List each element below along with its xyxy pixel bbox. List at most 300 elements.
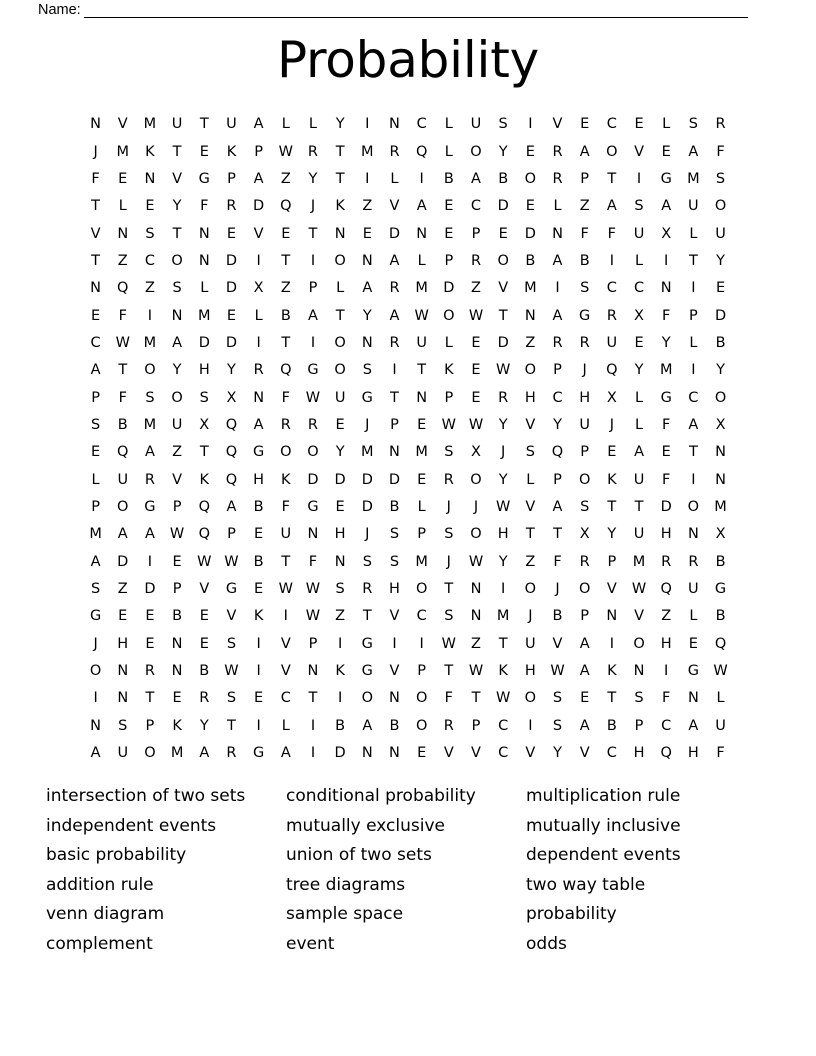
grid-cell[interactable]: P <box>471 717 481 734</box>
grid-cell[interactable]: E <box>661 444 671 461</box>
grid-cell[interactable]: A <box>552 307 563 324</box>
grid-cell[interactable]: J <box>446 553 451 570</box>
grid-cell[interactable]: S <box>498 116 508 133</box>
grid-cell[interactable]: T <box>553 526 562 543</box>
grid-cell[interactable]: R <box>606 307 617 324</box>
grid-cell[interactable]: E <box>580 116 590 133</box>
grid-cell[interactable]: A <box>144 526 155 543</box>
grid-cell[interactable]: V <box>172 471 183 488</box>
grid-cell[interactable]: P <box>471 225 481 242</box>
grid-cell[interactable]: U <box>171 116 183 133</box>
grid-cell[interactable]: M <box>361 444 374 461</box>
grid-cell[interactable]: I <box>664 663 669 680</box>
grid-cell[interactable]: V <box>389 198 400 215</box>
grid-cell[interactable]: O <box>89 663 102 680</box>
grid-cell[interactable]: A <box>172 334 183 351</box>
grid-cell[interactable]: I <box>365 116 370 133</box>
grid-cell[interactable]: S <box>145 389 155 406</box>
grid-cell[interactable]: T <box>688 444 698 461</box>
grid-cell[interactable]: J <box>609 416 614 433</box>
grid-cell[interactable]: W <box>495 690 511 707</box>
grid-cell[interactable]: V <box>552 116 563 133</box>
grid-cell[interactable]: O <box>334 334 346 351</box>
grid-cell[interactable]: V <box>634 608 644 625</box>
grid-cell[interactable]: U <box>633 471 645 488</box>
grid-cell[interactable]: E <box>91 307 101 324</box>
grid-cell[interactable]: S <box>335 581 345 598</box>
grid-cell[interactable]: F <box>281 389 290 406</box>
grid-cell[interactable]: E <box>335 498 345 515</box>
grid-cell[interactable]: Y <box>335 116 345 133</box>
grid-cell[interactable]: P <box>227 170 236 187</box>
grid-cell[interactable]: R <box>579 553 590 570</box>
grid-cell[interactable]: P <box>172 498 182 515</box>
grid-cell[interactable]: V <box>498 280 509 297</box>
word-list-item[interactable]: intersection of two sets <box>46 786 246 806</box>
grid-cell[interactable]: U <box>416 334 427 351</box>
grid-cell[interactable]: D <box>714 307 727 324</box>
grid-cell[interactable]: N <box>90 280 102 297</box>
grid-cell[interactable]: C <box>552 389 563 406</box>
grid-cell[interactable]: J <box>365 416 370 433</box>
grid-cell[interactable]: O <box>443 307 455 324</box>
grid-cell[interactable]: T <box>688 252 698 269</box>
grid-cell[interactable]: U <box>633 526 645 543</box>
grid-cell[interactable]: T <box>281 334 291 351</box>
grid-cell[interactable]: N <box>361 745 373 762</box>
grid-cell[interactable]: O <box>524 690 537 707</box>
grid-cell[interactable]: E <box>254 526 264 543</box>
grid-cell[interactable]: H <box>253 471 265 488</box>
grid-cell[interactable]: S <box>226 690 237 707</box>
grid-cell[interactable]: B <box>117 416 128 433</box>
grid-cell[interactable]: R <box>552 143 563 160</box>
grid-cell[interactable]: L <box>390 170 399 187</box>
grid-cell[interactable]: D <box>198 334 210 351</box>
grid-cell[interactable]: B <box>389 498 400 515</box>
grid-cell[interactable]: L <box>662 116 671 133</box>
grid-cell[interactable]: Y <box>227 362 236 379</box>
grid-cell[interactable]: I <box>609 252 614 269</box>
grid-cell[interactable]: T <box>390 389 399 406</box>
word-list-item[interactable]: venn diagram <box>46 904 165 925</box>
grid-cell[interactable]: C <box>606 116 617 133</box>
grid-cell[interactable]: S <box>634 198 644 215</box>
grid-cell[interactable]: B <box>525 252 536 269</box>
grid-cell[interactable]: N <box>524 307 536 324</box>
grid-cell[interactable]: H <box>117 635 129 652</box>
grid-cell[interactable]: X <box>226 389 237 406</box>
grid-cell[interactable]: P <box>172 581 182 598</box>
grid-cell[interactable]: G <box>660 389 672 406</box>
grid-cell[interactable]: T <box>145 690 155 707</box>
grid-cell[interactable]: F <box>662 471 671 488</box>
grid-cell[interactable]: B <box>579 252 590 269</box>
grid-cell[interactable]: N <box>307 663 319 680</box>
grid-cell[interactable]: I <box>691 362 696 379</box>
grid-cell[interactable]: E <box>118 608 128 625</box>
grid-cell[interactable]: O <box>470 471 482 488</box>
grid-cell[interactable]: A <box>579 143 590 160</box>
grid-cell[interactable]: O <box>633 635 645 652</box>
grid-cell[interactable]: M <box>143 334 157 351</box>
grid-cell[interactable]: Q <box>606 362 618 379</box>
grid-cell[interactable]: Y <box>335 444 345 461</box>
grid-cell[interactable]: O <box>606 143 618 160</box>
grid-cell[interactable]: D <box>497 334 509 351</box>
grid-cell[interactable]: N <box>606 608 618 625</box>
grid-cell[interactable]: L <box>553 198 562 215</box>
grid-cell[interactable]: Z <box>280 170 291 187</box>
grid-cell[interactable]: U <box>688 581 699 598</box>
grid-cell[interactable]: Y <box>308 170 318 187</box>
grid-cell[interactable]: N <box>90 116 102 133</box>
grid-cell[interactable]: O <box>144 362 156 379</box>
grid-cell[interactable]: Y <box>607 526 617 543</box>
word-list-item[interactable]: dependent events <box>526 845 681 866</box>
grid-cell[interactable]: I <box>93 690 98 707</box>
grid-cell[interactable]: W <box>631 581 647 598</box>
grid-cell[interactable]: I <box>310 717 316 734</box>
grid-cell[interactable]: N <box>198 225 210 242</box>
grid-cell[interactable]: A <box>362 717 373 734</box>
grid-cell[interactable]: T <box>607 690 617 707</box>
grid-cell[interactable]: Z <box>471 280 481 297</box>
word-list-item[interactable]: mutually inclusive <box>526 815 681 836</box>
grid-cell[interactable]: R <box>226 745 237 762</box>
grid-cell[interactable]: K <box>444 362 454 379</box>
grid-cell[interactable]: N <box>361 334 373 351</box>
grid-cell[interactable]: N <box>470 608 482 625</box>
grid-cell[interactable]: O <box>415 717 428 734</box>
grid-cell[interactable]: M <box>143 416 157 433</box>
grid-cell[interactable]: V <box>525 745 536 762</box>
grid-cell[interactable]: F <box>716 745 725 762</box>
grid-cell[interactable]: L <box>634 416 644 433</box>
grid-cell[interactable]: N <box>389 444 400 461</box>
grid-cell[interactable]: L <box>444 143 453 160</box>
grid-cell[interactable]: N <box>389 116 400 133</box>
grid-cell[interactable]: W <box>550 663 565 680</box>
grid-cell[interactable]: R <box>362 581 373 598</box>
grid-cell[interactable]: N <box>552 225 563 242</box>
grid-cell[interactable]: F <box>118 307 127 324</box>
grid-cell[interactable]: R <box>552 334 563 351</box>
grid-cell[interactable]: R <box>715 116 726 133</box>
grid-cell[interactable]: P <box>688 307 698 324</box>
grid-cell[interactable]: E <box>199 608 209 625</box>
grid-cell[interactable]: E <box>471 362 481 379</box>
grid-cell[interactable]: T <box>335 170 345 187</box>
grid-cell[interactable]: S <box>118 717 128 734</box>
grid-cell[interactable]: I <box>691 280 696 297</box>
grid-cell[interactable]: P <box>634 717 644 734</box>
grid-cell[interactable]: L <box>689 334 698 351</box>
grid-cell[interactable]: F <box>716 143 725 160</box>
grid-cell[interactable]: M <box>170 745 184 762</box>
grid-cell[interactable]: O <box>524 362 537 379</box>
grid-cell[interactable]: A <box>661 198 672 215</box>
grid-cell[interactable]: M <box>198 307 211 324</box>
grid-cell[interactable]: B <box>335 717 346 734</box>
grid-cell[interactable]: I <box>392 362 397 379</box>
grid-cell[interactable]: V <box>172 170 183 187</box>
grid-cell[interactable]: P <box>308 280 318 297</box>
grid-cell[interactable]: W <box>278 581 293 598</box>
grid-cell[interactable]: Z <box>362 198 373 215</box>
grid-cell[interactable]: R <box>144 471 155 488</box>
grid-cell[interactable]: M <box>116 143 130 160</box>
grid-cell[interactable]: W <box>441 635 456 652</box>
grid-cell[interactable]: W <box>414 307 429 324</box>
grid-cell[interactable]: A <box>253 116 264 133</box>
grid-cell[interactable]: Q <box>198 526 210 543</box>
grid-cell[interactable]: R <box>307 143 318 160</box>
grid-cell[interactable]: U <box>470 116 482 133</box>
grid-cell[interactable]: F <box>91 170 100 187</box>
grid-cell[interactable]: Z <box>661 608 672 625</box>
grid-cell[interactable]: T <box>607 170 617 187</box>
grid-cell[interactable]: R <box>280 416 291 433</box>
grid-cell[interactable]: H <box>497 526 509 543</box>
grid-cell[interactable]: P <box>553 362 562 379</box>
grid-cell[interactable]: F <box>662 307 671 324</box>
grid-cell[interactable]: I <box>283 608 288 625</box>
grid-cell[interactable]: B <box>172 608 183 625</box>
grid-cell[interactable]: T <box>335 307 345 324</box>
grid-cell[interactable]: W <box>305 581 321 598</box>
grid-cell[interactable]: P <box>145 717 155 734</box>
grid-cell[interactable]: K <box>199 471 210 488</box>
grid-cell[interactable]: X <box>715 526 726 543</box>
grid-cell[interactable]: W <box>278 143 293 160</box>
grid-cell[interactable]: N <box>715 444 726 461</box>
grid-cell[interactable]: E <box>525 143 535 160</box>
grid-cell[interactable]: D <box>660 498 672 515</box>
grid-cell[interactable]: O <box>415 690 428 707</box>
grid-cell[interactable]: O <box>144 745 156 762</box>
grid-cell[interactable]: T <box>199 444 209 461</box>
grid-cell[interactable]: N <box>307 526 319 543</box>
grid-cell[interactable]: M <box>524 280 537 297</box>
word-list-item[interactable]: two way table <box>526 874 646 895</box>
grid-cell[interactable]: K <box>172 717 182 734</box>
grid-cell[interactable]: P <box>553 471 562 488</box>
grid-cell[interactable]: I <box>256 334 261 351</box>
grid-cell[interactable]: W <box>468 416 484 433</box>
grid-cell[interactable]: Y <box>498 416 508 433</box>
grid-cell[interactable]: Q <box>117 444 129 461</box>
grid-cell[interactable]: N <box>687 690 699 707</box>
grid-cell[interactable]: O <box>524 581 537 598</box>
grid-cell[interactable]: B <box>199 663 210 680</box>
grid-cell[interactable]: X <box>715 416 726 433</box>
grid-cell[interactable]: S <box>389 553 400 570</box>
grid-cell[interactable]: L <box>281 717 290 734</box>
grid-cell[interactable]: E <box>444 225 454 242</box>
word-search-grid[interactable] <box>82 111 734 767</box>
grid-cell[interactable]: L <box>526 471 535 488</box>
grid-cell[interactable]: H <box>687 745 699 762</box>
grid-cell[interactable]: E <box>145 635 155 652</box>
grid-cell[interactable]: E <box>417 745 427 762</box>
grid-cell[interactable]: B <box>389 717 400 734</box>
grid-cell[interactable]: T <box>118 362 128 379</box>
grid-cell[interactable]: E <box>362 225 372 242</box>
grid-cell[interactable]: N <box>715 471 726 488</box>
grid-cell[interactable]: Z <box>144 280 155 297</box>
grid-cell[interactable]: B <box>715 553 726 570</box>
grid-cell[interactable]: S <box>362 362 372 379</box>
grid-cell[interactable]: C <box>498 745 509 762</box>
grid-cell[interactable]: A <box>253 416 264 433</box>
grid-cell[interactable]: P <box>417 663 427 680</box>
grid-cell[interactable]: G <box>660 170 672 187</box>
grid-cell[interactable]: E <box>91 444 101 461</box>
grid-cell[interactable]: P <box>254 143 263 160</box>
grid-cell[interactable]: X <box>606 389 617 406</box>
grid-cell[interactable]: X <box>253 280 264 297</box>
grid-cell[interactable]: J <box>528 608 533 625</box>
grid-cell[interactable]: F <box>580 225 589 242</box>
grid-cell[interactable]: T <box>281 553 291 570</box>
grid-cell[interactable]: W <box>468 553 484 570</box>
grid-cell[interactable]: H <box>334 526 346 543</box>
grid-cell[interactable]: H <box>660 526 672 543</box>
grid-cell[interactable]: N <box>117 225 129 242</box>
grid-cell[interactable]: L <box>444 334 453 351</box>
grid-cell[interactable]: J <box>93 143 98 160</box>
grid-cell[interactable]: S <box>525 444 535 461</box>
grid-cell[interactable]: P <box>607 553 617 570</box>
word-list-item[interactable]: basic probability <box>46 845 187 866</box>
grid-cell[interactable]: Y <box>716 362 725 379</box>
grid-cell[interactable]: L <box>336 280 345 297</box>
grid-cell[interactable]: K <box>498 663 508 680</box>
grid-cell[interactable]: W <box>713 663 728 680</box>
grid-cell[interactable]: G <box>252 444 265 461</box>
grid-cell[interactable]: I <box>256 635 261 652</box>
grid-cell[interactable]: O <box>334 362 346 379</box>
grid-cell[interactable]: M <box>632 553 646 570</box>
grid-cell[interactable]: J <box>93 635 98 652</box>
grid-cell[interactable]: F <box>308 553 318 570</box>
grid-cell[interactable]: V <box>117 116 128 133</box>
grid-cell[interactable]: D <box>361 498 373 515</box>
grid-cell[interactable]: S <box>580 280 590 297</box>
grid-cell[interactable]: C <box>470 198 482 215</box>
grid-cell[interactable]: N <box>687 526 699 543</box>
grid-cell[interactable]: L <box>634 252 644 269</box>
grid-cell[interactable]: W <box>224 553 239 570</box>
grid-cell[interactable]: N <box>90 717 102 734</box>
grid-cell[interactable]: B <box>715 608 726 625</box>
grid-cell[interactable]: W <box>441 416 456 433</box>
grid-cell[interactable]: F <box>662 690 671 707</box>
grid-cell[interactable]: I <box>664 252 669 269</box>
grid-cell[interactable]: A <box>90 362 101 379</box>
grid-cell[interactable]: A <box>579 663 590 680</box>
grid-cell[interactable]: M <box>143 116 157 133</box>
grid-cell[interactable]: N <box>144 170 156 187</box>
grid-cell[interactable]: E <box>661 143 671 160</box>
grid-cell[interactable]: I <box>337 690 343 707</box>
word-list-item[interactable]: event <box>286 933 335 954</box>
grid-cell[interactable]: K <box>253 608 264 625</box>
grid-cell[interactable]: A <box>253 170 264 187</box>
name-input-line[interactable] <box>84 3 748 18</box>
grid-cell[interactable]: R <box>498 389 509 406</box>
grid-cell[interactable]: C <box>633 280 645 297</box>
grid-cell[interactable]: E <box>199 143 209 160</box>
grid-cell[interactable]: B <box>715 334 726 351</box>
word-list-item[interactable]: probability <box>526 904 617 925</box>
grid-cell[interactable]: F <box>662 416 671 433</box>
grid-cell[interactable]: E <box>634 334 644 351</box>
grid-cell[interactable]: T <box>199 116 209 133</box>
grid-cell[interactable]: I <box>256 717 261 734</box>
grid-cell[interactable]: A <box>552 498 563 515</box>
grid-cell[interactable]: N <box>334 553 346 570</box>
grid-cell[interactable]: B <box>443 170 454 187</box>
grid-cell[interactable]: V <box>253 225 264 242</box>
grid-cell[interactable]: G <box>361 389 373 406</box>
grid-cell[interactable]: Q <box>225 444 238 461</box>
grid-cell[interactable]: D <box>388 225 401 242</box>
grid-cell[interactable]: V <box>226 608 237 625</box>
grid-cell[interactable]: S <box>444 444 454 461</box>
grid-cell[interactable]: R <box>389 143 400 160</box>
grid-cell[interactable]: Y <box>498 143 508 160</box>
grid-cell[interactable]: J <box>310 198 316 215</box>
grid-cell[interactable]: G <box>361 663 373 680</box>
grid-cell[interactable]: D <box>253 198 265 215</box>
word-list-item[interactable]: odds <box>526 933 567 954</box>
grid-cell[interactable]: A <box>471 170 481 187</box>
grid-cell[interactable]: R <box>552 170 563 187</box>
grid-cell[interactable]: C <box>498 717 509 734</box>
grid-cell[interactable]: G <box>198 170 210 187</box>
grid-cell[interactable]: C <box>90 334 101 351</box>
grid-cell[interactable]: V <box>389 663 400 680</box>
grid-cell[interactable]: Y <box>172 198 182 215</box>
grid-cell[interactable]: E <box>498 225 508 242</box>
grid-cell[interactable]: Z <box>172 444 183 461</box>
grid-cell[interactable]: W <box>197 553 212 570</box>
grid-cell[interactable]: I <box>419 635 424 652</box>
grid-cell[interactable]: M <box>415 553 428 570</box>
grid-cell[interactable]: T <box>498 635 508 652</box>
grid-cell[interactable]: D <box>307 471 319 488</box>
grid-cell[interactable]: E <box>634 116 644 133</box>
grid-cell[interactable]: N <box>117 690 129 707</box>
grid-cell[interactable]: P <box>390 416 399 433</box>
word-list-item[interactable]: complement <box>46 933 153 954</box>
grid-cell[interactable]: I <box>147 553 153 570</box>
grid-cell[interactable]: E <box>607 444 617 461</box>
grid-cell[interactable]: B <box>606 717 617 734</box>
grid-cell[interactable]: U <box>715 225 726 242</box>
grid-cell[interactable]: Q <box>660 581 672 598</box>
grid-cell[interactable]: I <box>528 116 533 133</box>
grid-cell[interactable]: Q <box>117 280 129 297</box>
grid-cell[interactable]: U <box>525 635 536 652</box>
grid-cell[interactable]: N <box>171 663 183 680</box>
word-list-item[interactable]: conditional probability <box>286 786 476 806</box>
grid-cell[interactable]: H <box>524 663 536 680</box>
grid-cell[interactable]: C <box>280 690 291 707</box>
grid-cell[interactable]: T <box>281 252 291 269</box>
